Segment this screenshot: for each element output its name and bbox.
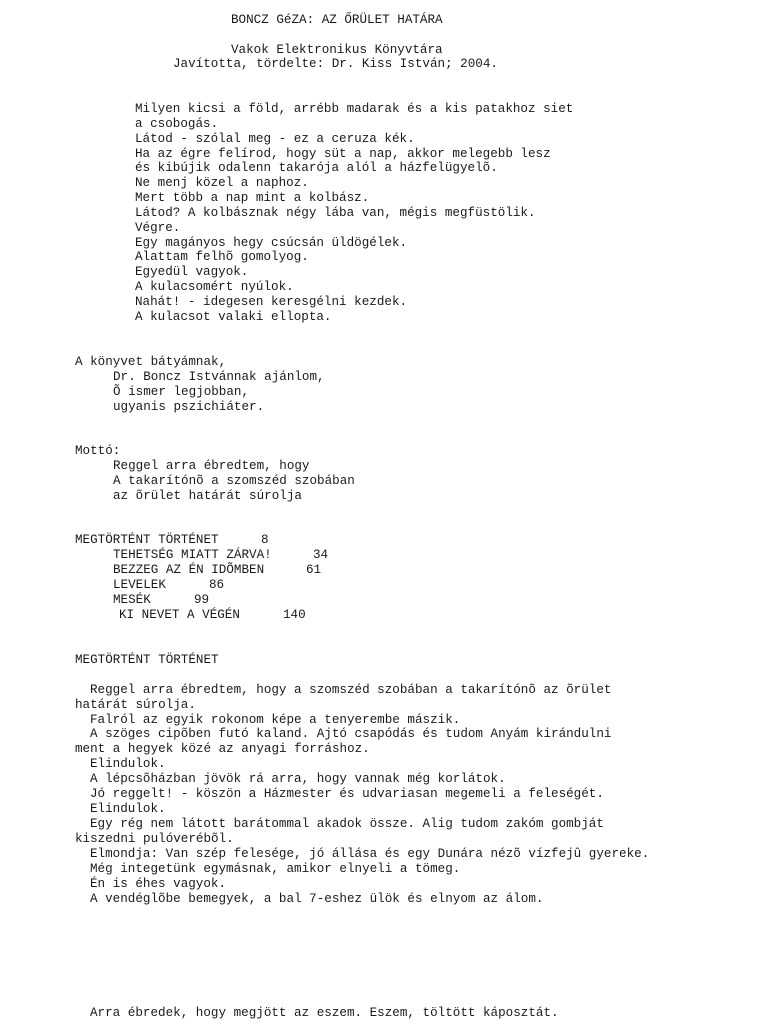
toc-page-number: 99 bbox=[194, 593, 210, 607]
library-name: Vakok Elektronikus Könyvtára bbox=[231, 43, 443, 57]
chapter-line: A lépcsõházban jövök rá arra, hogy vannak még korlátok. bbox=[90, 772, 506, 786]
motto-line: A takarítónõ a szomszéd szobában bbox=[113, 474, 355, 488]
poem-line: Egy magányos hegy csúcsán üldögélek. bbox=[135, 236, 408, 250]
chapter-line: Én is éhes vagyok. bbox=[90, 877, 227, 891]
credits-line: Javította, tördelte: Dr. Kiss István; 2004. bbox=[173, 57, 498, 71]
poem-line: A kulacsomért nyúlok. bbox=[135, 280, 294, 294]
motto-line: az õrület határát súrolja bbox=[113, 489, 302, 503]
chapter-line: A vendéglõbe bemegyek, a bal 7-eshez ülök és elnyom az álom. bbox=[90, 892, 544, 906]
chapter-line: határát súrolja. bbox=[75, 698, 196, 712]
poem-line: Végre. bbox=[135, 221, 181, 235]
dedication-line: ugyanis pszichiáter. bbox=[113, 400, 265, 414]
toc-page-number: 61 bbox=[306, 563, 322, 577]
chapter-line: Elindulok. bbox=[90, 757, 166, 771]
toc-entry: KI NEVET A VÉGÉN bbox=[119, 608, 240, 622]
chapter-line: Falról az egyik rokonom képe a tenyerembe mászik. bbox=[90, 713, 461, 727]
poem-line: a csobogás. bbox=[135, 117, 219, 131]
document-title: BONCZ GéZA: AZ ŐRÜLET HATÁRA bbox=[231, 13, 443, 27]
toc-entry: MESÉK bbox=[113, 593, 151, 607]
poem-line: Ne menj közel a naphoz. bbox=[135, 176, 309, 190]
dedication-intro: A könyvet bátyámnak, bbox=[75, 355, 227, 369]
chapter-line: A szöges cipõben futó kaland. Ajtó csapódás és tudom Anyám kirándulni bbox=[90, 727, 612, 741]
poem-line: Látod - szólal meg - ez a ceruza kék. bbox=[135, 132, 415, 146]
chapter-line: Reggel arra ébredtem, hogy a szomszéd szobában a takarítónõ az õrület bbox=[90, 683, 612, 697]
poem-line: Nahát! - idegesen keresgélni kezdek. bbox=[135, 295, 408, 309]
chapter-line: Jó reggelt! - köszön a Házmester és udvariasan megemeli a feleségét. bbox=[90, 787, 604, 801]
poem-line: és kibújik odalenn takarója alól a házfelügyelõ. bbox=[135, 161, 498, 175]
chapter-line: Még integetünk egymásnak, amikor elnyeli a tömeg. bbox=[90, 862, 461, 876]
chapter-line: kiszedni pulóverébõl. bbox=[75, 832, 234, 846]
toc-page-number: 34 bbox=[313, 548, 329, 562]
chapter-line: Elindulok. bbox=[90, 802, 166, 816]
chapter-line: ment a hegyek közé az anyagi forráshoz. bbox=[75, 742, 370, 756]
toc-page-number: 86 bbox=[209, 578, 225, 592]
poem-line: Alattam felhõ gomolyog. bbox=[135, 250, 309, 264]
toc-page-number: 140 bbox=[283, 608, 306, 622]
chapter-title: MEGTÖRTÉNT TÖRTÉNET bbox=[75, 653, 219, 667]
toc-page-number: 8 bbox=[261, 533, 269, 547]
motto-label: Mottó: bbox=[75, 444, 121, 458]
motto-line: Reggel arra ébredtem, hogy bbox=[113, 459, 310, 473]
chapter-line: Arra ébredek, hogy megjött az eszem. Eszem, töltött káposztát. bbox=[90, 1006, 559, 1020]
poem-line: Mert több a nap mint a kolbász. bbox=[135, 191, 370, 205]
dedication-line: Õ ismer legjobban, bbox=[113, 385, 250, 399]
poem-line: Egyedül vagyok. bbox=[135, 265, 249, 279]
poem-line: Látod? A kolbásznak négy lába van, mégis megfüstölik. bbox=[135, 206, 536, 220]
toc-entry: BEZZEG AZ ÉN IDÕMBEN bbox=[113, 563, 265, 577]
dedication-line: Dr. Boncz Istvánnak ajánlom, bbox=[113, 370, 325, 384]
chapter-line: Egy rég nem látott barátommal akadok össze. Alig tudom zakóm gombját bbox=[90, 817, 604, 831]
toc-entry: LEVELEK bbox=[113, 578, 166, 592]
toc-entry: TEHETSÉG MIATT ZÁRVA! bbox=[113, 548, 272, 562]
poem-line: A kulacsot valaki ellopta. bbox=[135, 310, 332, 324]
poem-line: Ha az égre felírod, hogy süt a nap, akkor melegebb lesz bbox=[135, 147, 551, 161]
chapter-line: Elmondja: Van szép felesége, jó állása és egy Dunára nézõ vízfejû gyereke. bbox=[90, 847, 650, 861]
poem-line: Milyen kicsi a föld, arrébb madarak és a kis patakhoz siet bbox=[135, 102, 574, 116]
toc-entry: MEGTÖRTÉNT TÖRTÉNET bbox=[75, 533, 219, 547]
